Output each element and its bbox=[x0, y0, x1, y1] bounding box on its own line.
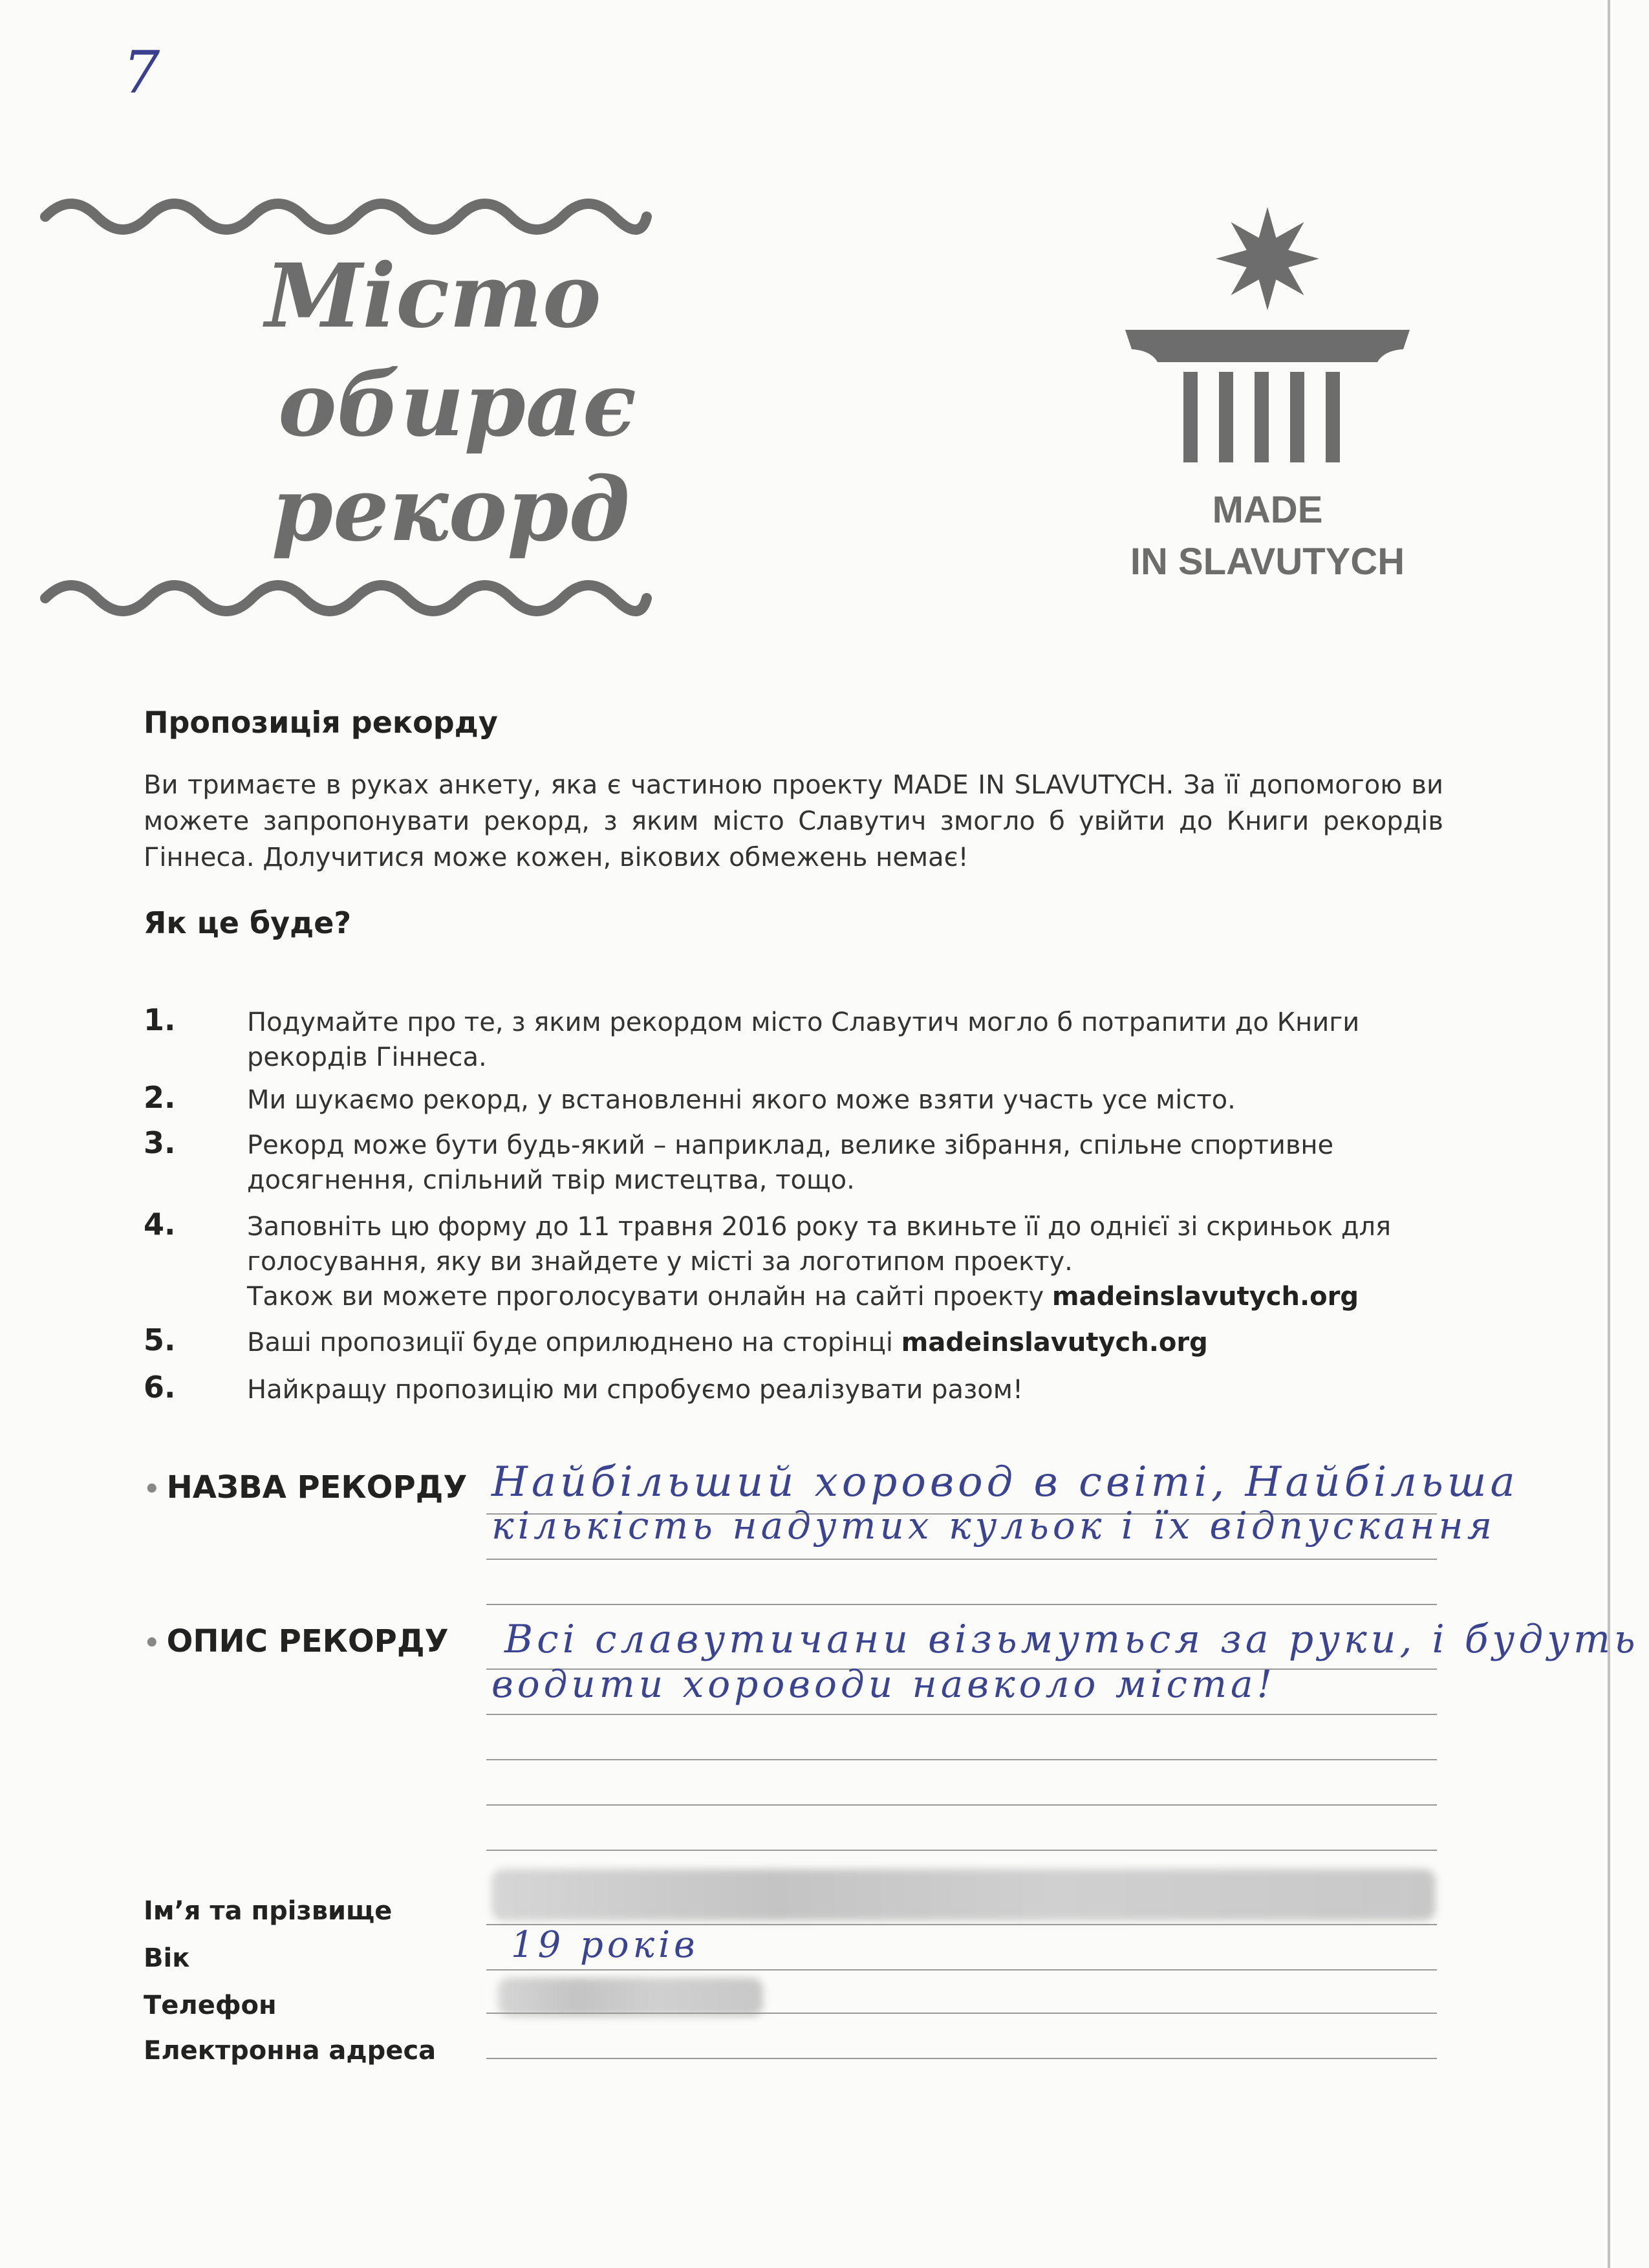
intro-paragraph: Ви тримаєте в руках анкету, яка є частиною проекту MADE IN SLAVUTYCH. За її допомогою ви можете запропонувати рекорд, з яким місто Славутич змогло б увійти до Книги рекордів Гіннеса. Долучитися може кожен, вікових обмежень немає! bbox=[144, 770, 1443, 872]
email-label: Електронна адреса bbox=[144, 2036, 436, 2066]
made-in-slavutych-logo bbox=[1099, 207, 1436, 601]
record-description-line-3 bbox=[486, 1759, 1437, 1760]
step-number: 6. bbox=[144, 1370, 176, 1405]
wave-decoration-top bbox=[39, 188, 653, 246]
record-description-line-2 bbox=[486, 1714, 1437, 1715]
website-link[interactable]: madeinslavutych.org bbox=[1051, 1282, 1359, 1312]
section-heading-how: Як це буде? bbox=[144, 905, 352, 940]
record-description-label: • ОПИС РЕКОРДУ bbox=[144, 1623, 449, 1659]
step-text: Найкращу пропозицію ми спробуємо реалізувати разом! bbox=[247, 1375, 1023, 1405]
record-description-handwriting-1[interactable]: Всі славутичани візьмуться за руки, і будуть bbox=[504, 1617, 1639, 1662]
fullname-redacted bbox=[491, 1869, 1436, 1921]
step-text bbox=[247, 1325, 1450, 1360]
website-link[interactable]: madeinslavutych.org bbox=[901, 1328, 1208, 1357]
page-number-mark: 7 bbox=[123, 39, 160, 107]
record-name-handwriting-1[interactable]: Найбільший хоровод в світі, Найбільша bbox=[491, 1458, 1519, 1506]
step-number: 3. bbox=[144, 1125, 176, 1160]
record-name-line-3 bbox=[486, 1604, 1437, 1605]
email-line bbox=[486, 2058, 1437, 2059]
step-number: 4. bbox=[144, 1207, 176, 1242]
record-description-handwriting-2[interactable]: водити хороводи навколо міста! bbox=[491, 1662, 1276, 1706]
phone-redacted bbox=[498, 1978, 763, 2016]
record-name-handwriting-2[interactable]: кількість надутих кульок і їх відпускання bbox=[491, 1504, 1496, 1548]
logo-text-made: MADE bbox=[1212, 489, 1323, 531]
title-line-2: обирає bbox=[278, 353, 636, 457]
paper-edge bbox=[1608, 0, 1610, 2268]
record-description-line-4 bbox=[486, 1804, 1437, 1806]
record-name-label: • НАЗВА РЕКОРДУ bbox=[144, 1469, 468, 1506]
bullet-icon: • bbox=[144, 1628, 160, 1658]
title-block bbox=[39, 188, 653, 627]
step-text-part: Ваші пропозиції буде оприлюднено на сторінці bbox=[247, 1328, 901, 1357]
step-number: 1. bbox=[144, 1002, 176, 1037]
record-description-line-5 bbox=[486, 1850, 1437, 1851]
wave-decoration-bottom bbox=[39, 569, 653, 627]
age-line bbox=[486, 1969, 1437, 1971]
step-text: Подумайте про те, з яким рекордом місто Славутич могло б потрапити до Книги рекордів Гіннеса. bbox=[247, 1008, 1360, 1072]
step-text bbox=[247, 1209, 1450, 1314]
step-text: Рекорд може бути будь-який – наприклад, велике зібрання, спільне спортивне досягнення, спільний твір мистецтва, тощо. bbox=[247, 1130, 1334, 1195]
logo-text-in-slavutych: IN SLAVUTYCH bbox=[1130, 541, 1405, 583]
age-label: Вік bbox=[144, 1943, 190, 1973]
step-number: 2. bbox=[144, 1080, 176, 1115]
fullname-label: Ім’я та прізвище bbox=[144, 1896, 393, 1926]
step-text-part: Також ви можете проголосувати онлайн на сайті проекту bbox=[247, 1282, 1052, 1312]
bullet-icon: • bbox=[144, 1474, 160, 1504]
phone-line bbox=[486, 2013, 1437, 2014]
age-handwriting[interactable]: 19 років bbox=[511, 1924, 699, 1966]
star-column-logo-icon bbox=[1099, 207, 1436, 479]
step-text: Ми шукаємо рекорд, у встановленні якого може взяти участь усе місто. bbox=[247, 1085, 1236, 1115]
title-line-3: рекорд bbox=[272, 458, 630, 561]
section-heading-proposal: Пропозиція рекорду bbox=[144, 705, 498, 740]
record-name-line-2 bbox=[486, 1559, 1437, 1560]
title-line-1: Місто bbox=[265, 244, 601, 348]
step-text-part: Заповніть цю форму до 11 травня 2016 року та вкиньте її до однієї зі скриньок для голосування, яку ви знайдете у місті за логотипом проекту. bbox=[247, 1212, 1392, 1277]
phone-label: Телефон bbox=[144, 1991, 277, 2020]
step-number: 5. bbox=[144, 1323, 176, 1357]
